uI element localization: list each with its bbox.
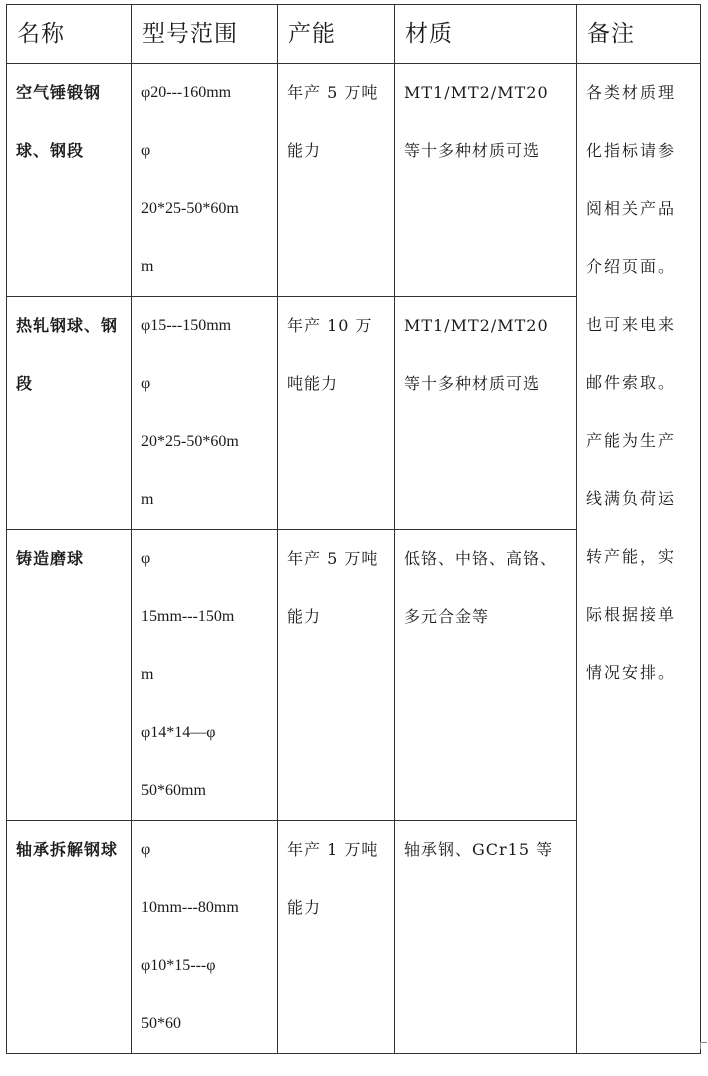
row-model-cell — [132, 530, 278, 821]
row-model-cell — [132, 64, 278, 297]
row-material: MT1/MT2/MT20 等十多种材质可选 — [404, 83, 549, 160]
row-material: MT1/MT2/MT20 等十多种材质可选 — [404, 316, 549, 393]
product-spec-table — [6, 4, 701, 1054]
row-model: φ 15mm---150m m φ14*14—φ 50*60mm — [141, 550, 235, 799]
remark-text: 各类材质理化指标请参阅相关产品介绍页面。也可来电来邮件索取。产能为生产线满负荷运转产能，实际根据接单情况安排。 — [586, 83, 677, 682]
row-capacity: 年产 5 万吨能力 — [287, 549, 379, 626]
row-material-cell — [395, 297, 577, 530]
row-model: φ 10mm---80mm φ10*15---φ 50*60 — [141, 841, 239, 1032]
row-name: 空气锤锻钢球、钢段 — [16, 83, 102, 160]
row-name-cell — [7, 530, 132, 821]
row-capacity-cell — [278, 297, 395, 530]
row-name: 热轧钢球、钢段 — [16, 316, 119, 393]
row-name-cell — [7, 64, 132, 297]
table-row — [7, 64, 701, 297]
header-model-range: 型号范围 — [132, 5, 278, 64]
row-model-cell — [132, 821, 278, 1054]
row-model: φ20---160mm φ 20*25-50*60m m — [141, 84, 239, 275]
row-material: 低铬、中铬、高铬、多元合金等 — [404, 549, 558, 626]
header-capacity: 产能 — [278, 5, 395, 64]
row-material-cell — [395, 821, 577, 1054]
row-model-cell — [132, 297, 278, 530]
row-name: 轴承拆解钢球 — [16, 840, 119, 859]
row-capacity: 年产 10 万吨能力 — [287, 316, 373, 393]
header-material: 材质 — [395, 5, 577, 64]
row-material-cell — [395, 530, 577, 821]
row-model: φ15---150mm φ 20*25-50*60m m — [141, 317, 239, 508]
row-capacity-cell — [278, 530, 395, 821]
table-header-row — [7, 5, 701, 64]
header-name: 名称 — [7, 5, 132, 64]
row-capacity: 年产 5 万吨能力 — [287, 83, 379, 160]
row-name-cell — [7, 297, 132, 530]
header-remark: 备注 — [577, 5, 701, 64]
row-capacity-cell — [278, 64, 395, 297]
row-name: 铸造磨球 — [16, 549, 85, 568]
row-material-cell — [395, 64, 577, 297]
row-name-cell — [7, 821, 132, 1054]
row-capacity: 年产 1 万吨能力 — [287, 840, 379, 917]
page-corner-mark — [700, 1042, 707, 1049]
remark-cell — [577, 64, 701, 1054]
row-capacity-cell — [278, 821, 395, 1054]
row-material: 轴承钢、GCr15 等 — [404, 840, 554, 859]
